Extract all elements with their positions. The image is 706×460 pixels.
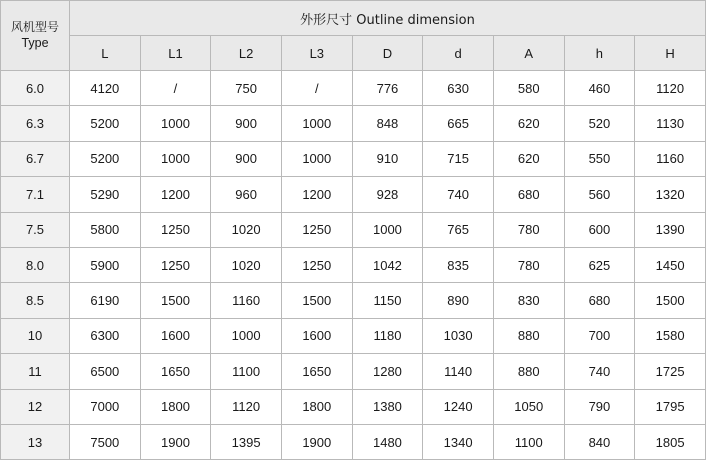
cell-type: 6.3 (1, 106, 70, 141)
cell-type: 8.0 (1, 247, 70, 282)
cell-l3: 1250 (281, 247, 352, 282)
group-header-outline-dimension: 外形尺寸 Outline dimension (70, 1, 706, 36)
cell-l2: 900 (211, 106, 282, 141)
cell-type: 8.5 (1, 283, 70, 318)
cell-h-lower: 790 (564, 389, 635, 424)
cell-d-lower: 630 (423, 71, 494, 106)
cell-h-upper: 1795 (635, 389, 706, 424)
cell-l: 4120 (70, 71, 141, 106)
cell-d-upper: 1150 (352, 283, 423, 318)
cell-l: 5900 (70, 247, 141, 282)
cell-l1: 1000 (140, 141, 211, 176)
cell-l3: 1900 (281, 424, 352, 459)
cell-type: 12 (1, 389, 70, 424)
cell-l2: 1100 (211, 354, 282, 389)
cell-a: 1100 (493, 424, 564, 459)
cell-h-lower: 550 (564, 141, 635, 176)
table-row (1, 318, 706, 353)
cell-h-upper: 1130 (635, 106, 706, 141)
cell-a: 780 (493, 247, 564, 282)
table-row (1, 354, 706, 389)
cell-l1: 1200 (140, 177, 211, 212)
table-row (1, 283, 706, 318)
cell-l: 6300 (70, 318, 141, 353)
cell-l: 7500 (70, 424, 141, 459)
cell-d-lower: 835 (423, 247, 494, 282)
cell-d-lower: 890 (423, 283, 494, 318)
type-header-cell (1, 1, 70, 71)
cell-h-lower: 520 (564, 106, 635, 141)
cell-type: 13 (1, 424, 70, 459)
cell-d-lower: 1140 (423, 354, 494, 389)
cell-d-upper: 1280 (352, 354, 423, 389)
cell-h-upper: 1580 (635, 318, 706, 353)
cell-h-upper: 1805 (635, 424, 706, 459)
column-header-d-upper: D (352, 36, 423, 71)
cell-h-upper: 1120 (635, 71, 706, 106)
column-header-l3: L3 (281, 36, 352, 71)
cell-l3: 1600 (281, 318, 352, 353)
cell-l3: 1200 (281, 177, 352, 212)
cell-l: 6190 (70, 283, 141, 318)
cell-l1: 1000 (140, 106, 211, 141)
cell-l3: 1000 (281, 106, 352, 141)
cell-d-upper: 1380 (352, 389, 423, 424)
cell-d-lower: 1240 (423, 389, 494, 424)
cell-l: 5200 (70, 141, 141, 176)
table-row (1, 106, 706, 141)
cell-l: 5290 (70, 177, 141, 212)
cell-l2: 960 (211, 177, 282, 212)
cell-a: 1050 (493, 389, 564, 424)
table-row (1, 141, 706, 176)
column-header-h-lower: h (564, 36, 635, 71)
cell-type: 10 (1, 318, 70, 353)
cell-d-upper: 776 (352, 71, 423, 106)
cell-d-lower: 1030 (423, 318, 494, 353)
column-header-h-upper: H (635, 36, 706, 71)
cell-h-upper: 1320 (635, 177, 706, 212)
table-row (1, 71, 706, 106)
cell-l3: 1800 (281, 389, 352, 424)
cell-h-upper: 1500 (635, 283, 706, 318)
cell-l2: 1020 (211, 247, 282, 282)
cell-d-lower: 740 (423, 177, 494, 212)
cell-h-lower: 460 (564, 71, 635, 106)
cell-l3: 1650 (281, 354, 352, 389)
cell-h-upper: 1725 (635, 354, 706, 389)
type-header-en: Type (21, 36, 49, 51)
cell-l1: 1800 (140, 389, 211, 424)
table-row (1, 247, 706, 282)
cell-a: 830 (493, 283, 564, 318)
cell-l2: 1160 (211, 283, 282, 318)
cell-l1: / (140, 71, 211, 106)
cell-type: 7.5 (1, 212, 70, 247)
header-row-top (1, 1, 706, 36)
cell-d-upper: 1042 (352, 247, 423, 282)
cell-l2: 1120 (211, 389, 282, 424)
cell-l: 5800 (70, 212, 141, 247)
cell-d-upper: 910 (352, 141, 423, 176)
cell-a: 680 (493, 177, 564, 212)
cell-type: 11 (1, 354, 70, 389)
cell-l2: 900 (211, 141, 282, 176)
cell-l2: 750 (211, 71, 282, 106)
cell-a: 780 (493, 212, 564, 247)
cell-d-upper: 1000 (352, 212, 423, 247)
cell-h-lower: 700 (564, 318, 635, 353)
cell-l3: / (281, 71, 352, 106)
cell-d-upper: 1480 (352, 424, 423, 459)
table-row (1, 177, 706, 212)
cell-l3: 1000 (281, 141, 352, 176)
table-body (1, 71, 706, 460)
table-row (1, 389, 706, 424)
cell-type: 6.7 (1, 141, 70, 176)
cell-l1: 1250 (140, 247, 211, 282)
cell-l2: 1000 (211, 318, 282, 353)
cell-a: 620 (493, 106, 564, 141)
cell-h-upper: 1450 (635, 247, 706, 282)
column-header-l2: L2 (211, 36, 282, 71)
cell-l: 5200 (70, 106, 141, 141)
cell-h-lower: 560 (564, 177, 635, 212)
column-header-a: A (493, 36, 564, 71)
cell-a: 580 (493, 71, 564, 106)
cell-a: 880 (493, 354, 564, 389)
cell-h-lower: 625 (564, 247, 635, 282)
column-header-l: L (70, 36, 141, 71)
table-row (1, 212, 706, 247)
cell-a: 620 (493, 141, 564, 176)
header-row-columns (1, 36, 706, 71)
cell-h-lower: 600 (564, 212, 635, 247)
column-header-d-lower: d (423, 36, 494, 71)
cell-l1: 1500 (140, 283, 211, 318)
cell-d-upper: 1180 (352, 318, 423, 353)
type-header-cn: 风机型号 (10, 19, 59, 34)
cell-a: 880 (493, 318, 564, 353)
cell-l: 6500 (70, 354, 141, 389)
cell-h-lower: 840 (564, 424, 635, 459)
cell-type: 7.1 (1, 177, 70, 212)
cell-l1: 1650 (140, 354, 211, 389)
cell-l1: 1900 (140, 424, 211, 459)
cell-d-upper: 928 (352, 177, 423, 212)
cell-h-lower: 740 (564, 354, 635, 389)
cell-l2: 1020 (211, 212, 282, 247)
cell-l3: 1500 (281, 283, 352, 318)
cell-l1: 1250 (140, 212, 211, 247)
cell-type: 6.0 (1, 71, 70, 106)
cell-d-lower: 715 (423, 141, 494, 176)
table-row (1, 424, 706, 459)
cell-l3: 1250 (281, 212, 352, 247)
cell-d-lower: 1340 (423, 424, 494, 459)
cell-d-lower: 765 (423, 212, 494, 247)
cell-h-lower: 680 (564, 283, 635, 318)
cell-h-upper: 1390 (635, 212, 706, 247)
cell-d-lower: 665 (423, 106, 494, 141)
cell-d-upper: 848 (352, 106, 423, 141)
table-header (1, 1, 706, 71)
cell-l2: 1395 (211, 424, 282, 459)
cell-l: 7000 (70, 389, 141, 424)
column-header-l1: L1 (140, 36, 211, 71)
cell-l1: 1600 (140, 318, 211, 353)
cell-h-upper: 1160 (635, 141, 706, 176)
